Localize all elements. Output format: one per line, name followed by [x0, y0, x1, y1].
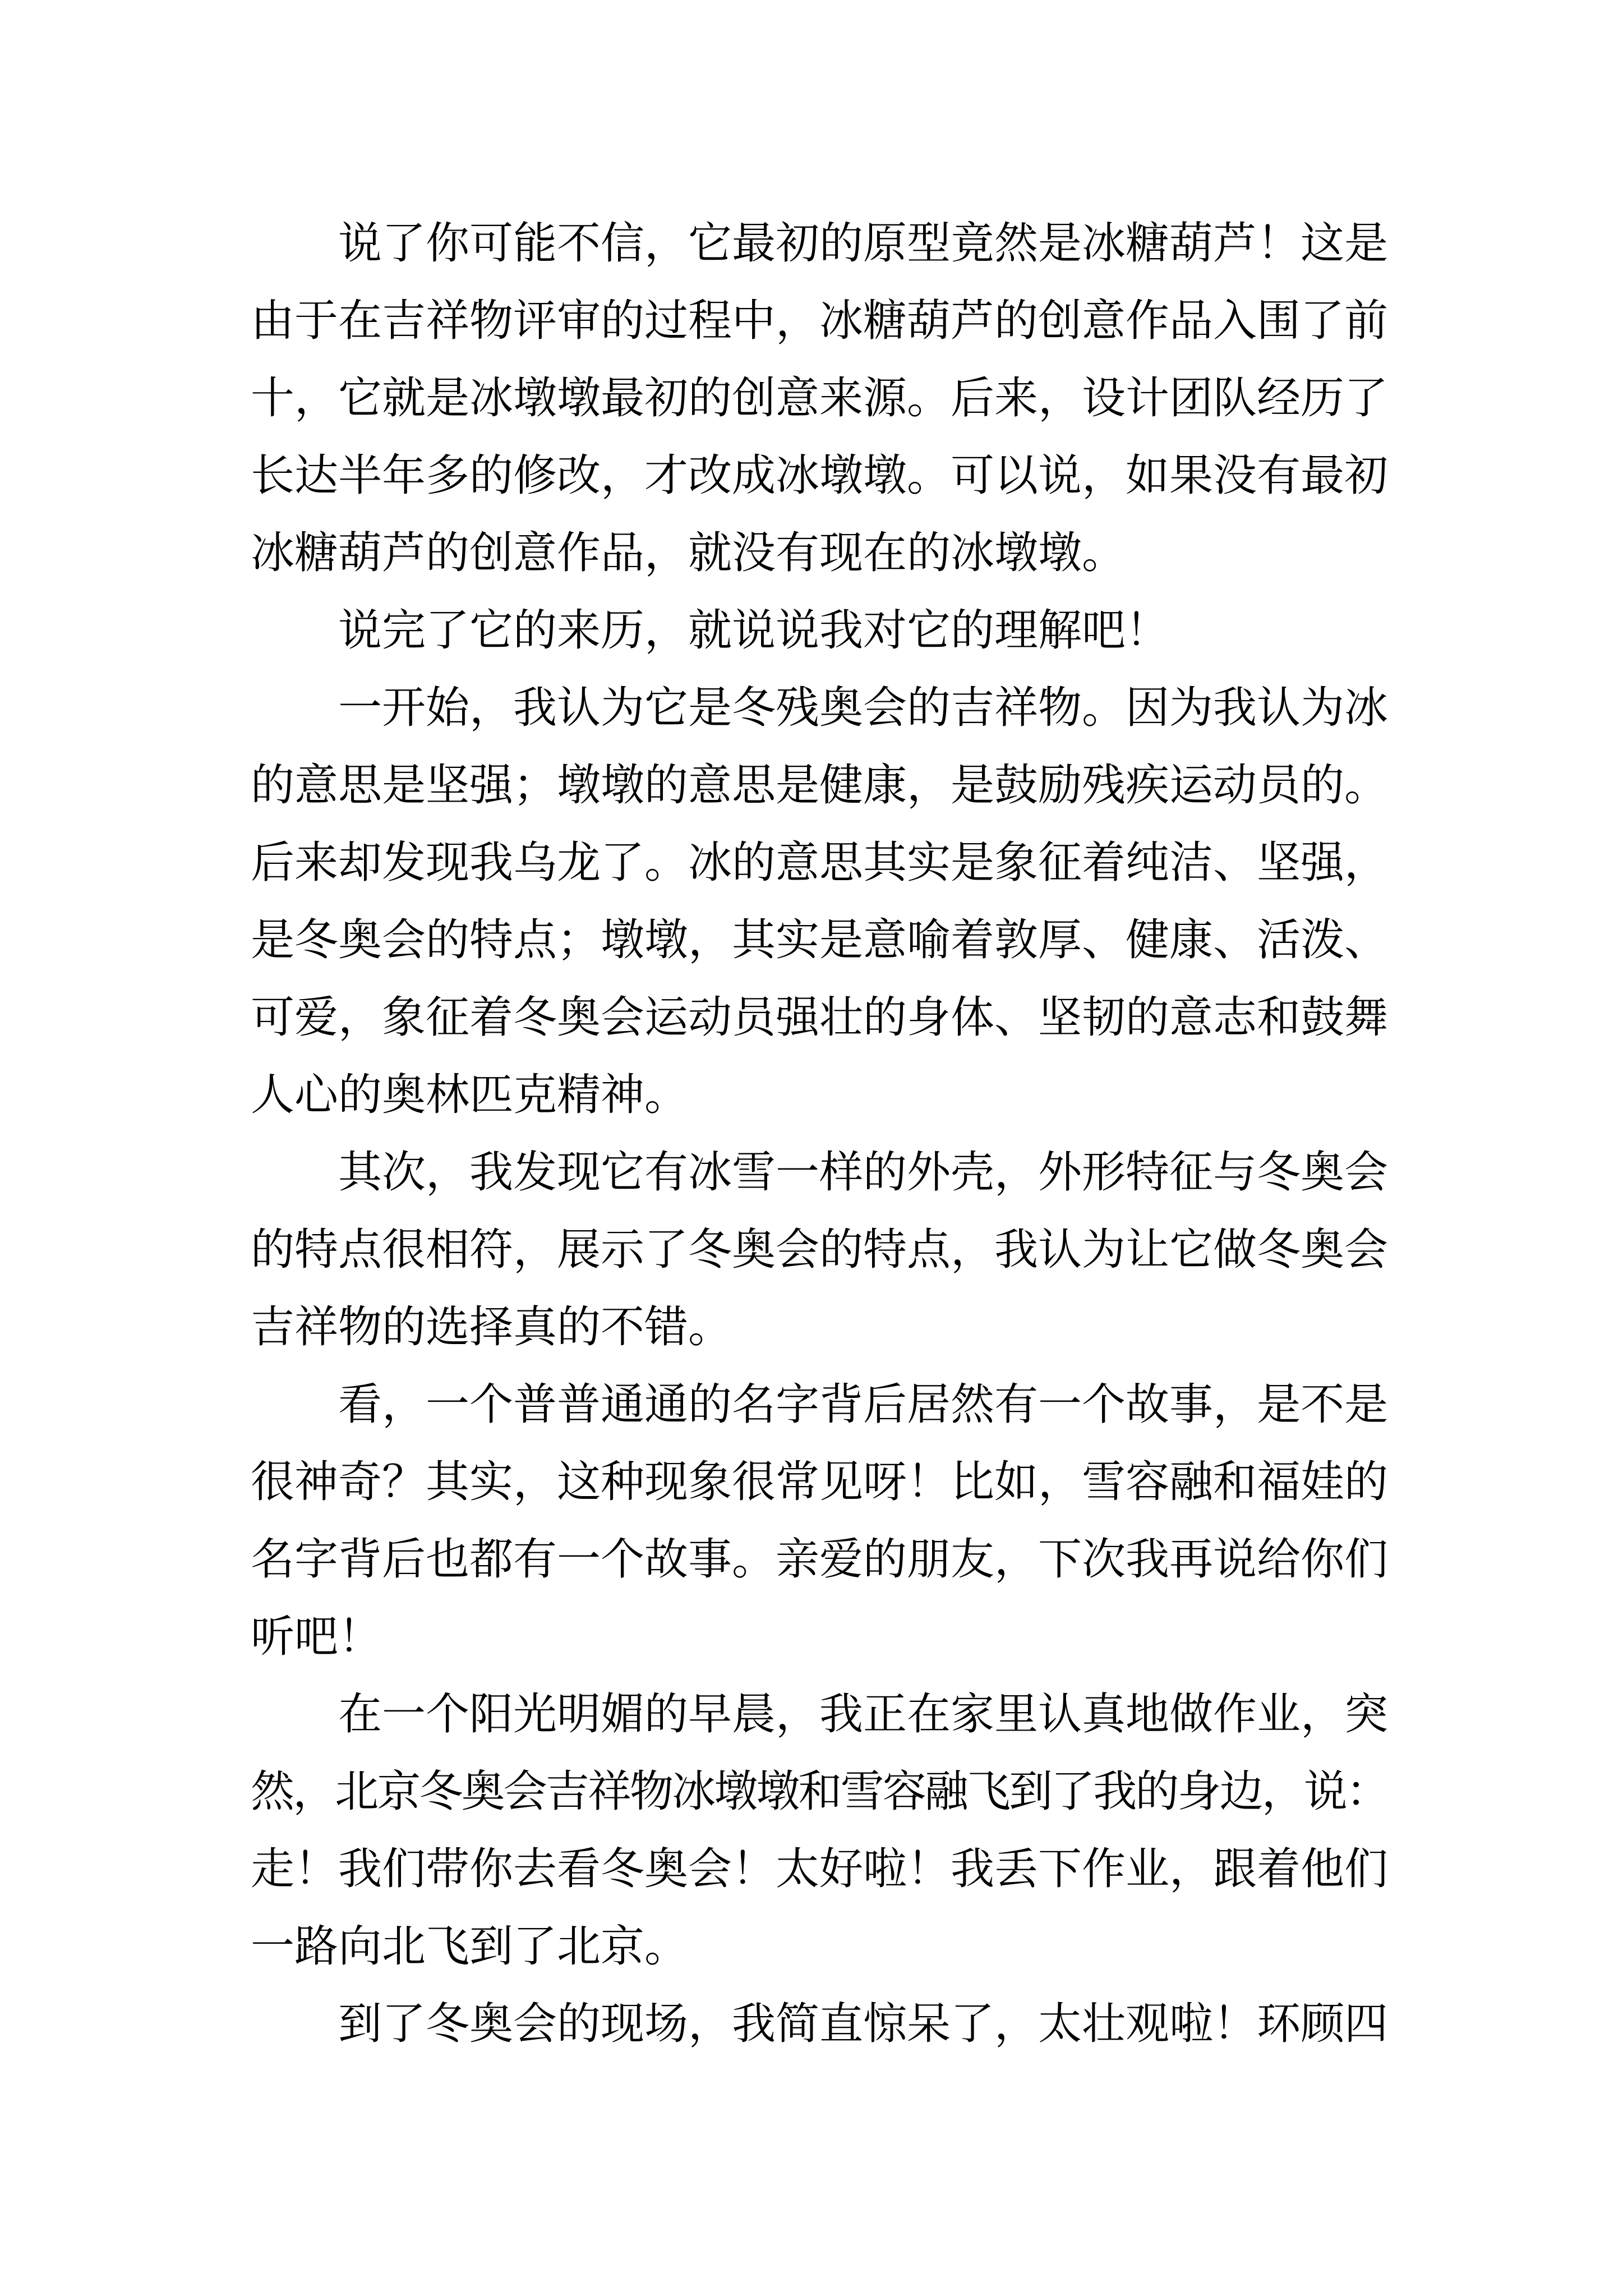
text-line: 的意思是坚强；墩墩的意思是健康，是鼓励残疾运动员的。 — [251, 760, 1389, 811]
paragraph-venue — [251, 1985, 1388, 2063]
text-line: 名字背后也都有一个故事。亲爱的朋友，下次我再说给你们 — [251, 1534, 1389, 1585]
text-line: 吉祥物的选择真的不错。 — [251, 1302, 732, 1352]
text-line: 走！我们带你去看冬奥会！太好啦！我丢下作业，跟着他们 — [251, 1844, 1389, 1894]
text-line: 长达半年多的修改，才改成冰墩墩。可以说，如果没有最初 — [251, 450, 1389, 501]
text-line: 人心的奥林匹克精神。 — [251, 1070, 689, 1120]
text-line: 说完了它的来历，就说说我对它的理解吧！ — [338, 605, 1170, 656]
text-line: 的特点很相符，展示了冬奥会的特点，我认为让它做冬奥会 — [251, 1225, 1389, 1275]
text-line: 冰糖葫芦的创意作品，就没有现在的冰墩墩。 — [251, 528, 1126, 578]
paragraph-story — [251, 1366, 1388, 1676]
text-line: 一开始，我认为它是冬残奥会的吉祥物。因为我认为冰 — [338, 683, 1389, 733]
text-line: 看，一个普普通通的名字背后居然有一个故事，是不是 — [338, 1379, 1389, 1430]
paragraph-morning — [251, 1676, 1388, 1985]
text-line: 可爱，象征着冬奥会运动员强壮的身体、坚韧的意志和鼓舞 — [251, 992, 1389, 1043]
text-line: 一路向北飞到了北京。 — [251, 1921, 689, 1972]
text-line: 由于在吉祥物评审的过程中，冰糖葫芦的创意作品入围了前 — [251, 296, 1389, 346]
text-line: 是冬奥会的特点；墩墩，其实是意喻着敦厚、健康、活泼、 — [251, 915, 1389, 965]
text-line: 很神奇？其实，这种现象很常见呀！比如，雪容融和福娃的 — [251, 1457, 1389, 1507]
paragraph-meaning — [251, 669, 1388, 1134]
text-line: 后来却发现我乌龙了。冰的意思其实是象征着纯洁、坚强， — [251, 838, 1389, 888]
text-line: 听吧！ — [251, 1612, 382, 1662]
text-line: 十，它就是冰墩墩最初的创意来源。后来，设计团队经历了 — [251, 373, 1389, 424]
text-line: 其次，我发现它有冰雪一样的外壳，外形特征与冬奥会 — [338, 1147, 1389, 1198]
paragraph-appearance — [251, 1134, 1388, 1366]
text-line: 说了你可能不信，它最初的原型竟然是冰糖葫芦！这是 — [338, 218, 1389, 269]
text-line: 在一个阳光明媚的早晨，我正在家里认真地做作业，突 — [338, 1689, 1389, 1740]
text-line: 然，北京冬奥会吉祥物冰墩墩和雪容融飞到了我的身边，说： — [251, 1766, 1388, 1817]
paragraph-transition — [251, 592, 1388, 669]
paragraph-origin — [251, 205, 1388, 592]
document-body — [251, 205, 1388, 2063]
text-line: 到了冬奥会的现场，我简直惊呆了，太壮观啦！环顾四 — [338, 1999, 1389, 2049]
